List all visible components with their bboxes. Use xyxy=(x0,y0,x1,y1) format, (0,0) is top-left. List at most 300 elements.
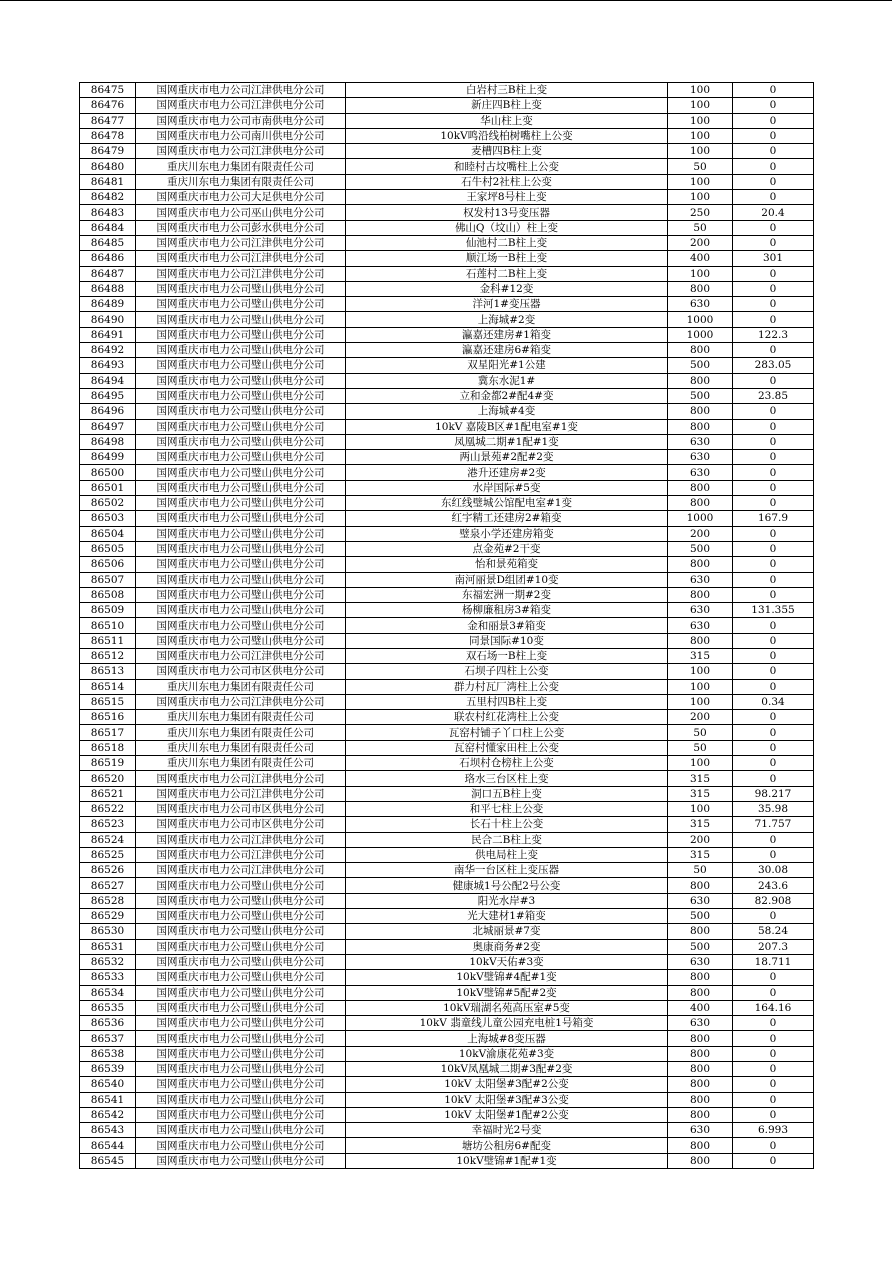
cell-transformer-name: 金科#12变 xyxy=(346,281,668,296)
cell-capacity: 800 xyxy=(668,404,733,419)
cell-load: 0 xyxy=(733,434,814,449)
cell-id: 86482 xyxy=(80,190,136,205)
cell-load: 0 xyxy=(733,343,814,358)
cell-transformer-name: 10kV鸣沿线柏树嘴柱上公变 xyxy=(346,128,668,143)
cell-capacity: 100 xyxy=(668,113,733,128)
cell-capacity: 315 xyxy=(668,786,733,801)
table-row xyxy=(80,1123,814,1138)
cell-transformer-name: 凤凰城二期#1配#1变 xyxy=(346,434,668,449)
cell-capacity: 50 xyxy=(668,863,733,878)
cell-transformer-name: 立和金都2#配4#变 xyxy=(346,388,668,403)
cell-company: 国网重庆市电力公司璧山供电分公司 xyxy=(136,419,346,434)
cell-company: 国网重庆市电力公司江津供电分公司 xyxy=(136,251,346,266)
cell-transformer-name: 10kV 太阳堡#1配#2公变 xyxy=(346,1107,668,1122)
table-row xyxy=(80,465,814,480)
cell-transformer-name: 健康城1号公配2号公变 xyxy=(346,878,668,893)
cell-capacity: 800 xyxy=(668,496,733,511)
cell-load: 0 xyxy=(733,1016,814,1031)
cell-capacity: 500 xyxy=(668,909,733,924)
cell-capacity: 800 xyxy=(668,1031,733,1046)
table-row xyxy=(80,434,814,449)
cell-transformer-name: 联农村红花湾柱上公变 xyxy=(346,710,668,725)
cell-capacity: 100 xyxy=(668,801,733,816)
cell-id: 86520 xyxy=(80,771,136,786)
cell-company: 国网重庆市电力公司璧山供电分公司 xyxy=(136,572,346,587)
cell-load: 23.85 xyxy=(733,388,814,403)
cell-company: 国网重庆市电力公司璧山供电分公司 xyxy=(136,954,346,969)
cell-id: 86536 xyxy=(80,1016,136,1031)
table-row xyxy=(80,327,814,342)
cell-company: 国网重庆市电力公司江津供电分公司 xyxy=(136,235,346,250)
cell-company: 国网重庆市电力公司璧山供电分公司 xyxy=(136,1123,346,1138)
transformer-table xyxy=(79,82,814,1169)
cell-company: 国网重庆市电力公司璧山供电分公司 xyxy=(136,541,346,556)
cell-load: 0 xyxy=(733,909,814,924)
cell-id: 86510 xyxy=(80,618,136,633)
cell-id: 86488 xyxy=(80,281,136,296)
cell-capacity: 400 xyxy=(668,1000,733,1015)
cell-transformer-name: 点金苑#2干变 xyxy=(346,541,668,556)
table-row xyxy=(80,725,814,740)
cell-transformer-name: 10kV 太阳堡#3配#2公变 xyxy=(346,1077,668,1092)
cell-load: 0 xyxy=(733,633,814,648)
table-row xyxy=(80,190,814,205)
table-row xyxy=(80,205,814,220)
cell-capacity: 50 xyxy=(668,740,733,755)
cell-capacity: 100 xyxy=(668,756,733,771)
cell-company: 国网重庆市电力公司璧山供电分公司 xyxy=(136,327,346,342)
cell-capacity: 100 xyxy=(668,679,733,694)
cell-transformer-name: 10kV 太阳堡#3配#3公变 xyxy=(346,1092,668,1107)
cell-company: 国网重庆市电力公司璧山供电分公司 xyxy=(136,343,346,358)
cell-id: 86545 xyxy=(80,1153,136,1168)
page-top-rule xyxy=(0,0,892,1)
cell-company: 国网重庆市电力公司市区供电分公司 xyxy=(136,801,346,816)
cell-company: 国网重庆市电力公司市南供电分公司 xyxy=(136,113,346,128)
table-row xyxy=(80,281,814,296)
table-row xyxy=(80,1138,814,1153)
table-row xyxy=(80,251,814,266)
cell-company: 国网重庆市电力公司江津供电分公司 xyxy=(136,266,346,281)
cell-capacity: 500 xyxy=(668,358,733,373)
cell-company: 重庆川东电力集团有限责任公司 xyxy=(136,159,346,174)
cell-capacity: 800 xyxy=(668,557,733,572)
table-row xyxy=(80,83,814,98)
cell-transformer-name: 冀东水泥1# xyxy=(346,373,668,388)
cell-id: 86540 xyxy=(80,1077,136,1092)
table-row xyxy=(80,878,814,893)
cell-transformer-name: 奥康商务#2变 xyxy=(346,939,668,954)
cell-transformer-name: 群力村瓦厂湾柱上公变 xyxy=(346,679,668,694)
cell-load: 0 xyxy=(733,587,814,602)
cell-transformer-name: 10kV璧锦#1配#1变 xyxy=(346,1153,668,1168)
cell-id: 86501 xyxy=(80,480,136,495)
cell-company: 国网重庆市电力公司江津供电分公司 xyxy=(136,863,346,878)
cell-load: 0 xyxy=(733,281,814,296)
cell-capacity: 500 xyxy=(668,388,733,403)
cell-id: 86509 xyxy=(80,603,136,618)
cell-load: 0 xyxy=(733,419,814,434)
cell-transformer-name: 长石十柱上公变 xyxy=(346,817,668,832)
cell-id: 86539 xyxy=(80,1062,136,1077)
cell-company: 重庆川东电力集团有限责任公司 xyxy=(136,710,346,725)
table-row xyxy=(80,817,814,832)
table-row xyxy=(80,312,814,327)
cell-id: 86531 xyxy=(80,939,136,954)
cell-id: 86506 xyxy=(80,557,136,572)
cell-id: 86524 xyxy=(80,832,136,847)
cell-transformer-name: 供电局柱上变 xyxy=(346,847,668,862)
cell-load: 0 xyxy=(733,756,814,771)
cell-company: 国网重庆市电力公司璧山供电分公司 xyxy=(136,465,346,480)
cell-id: 86505 xyxy=(80,541,136,556)
cell-id: 86484 xyxy=(80,220,136,235)
cell-id: 86492 xyxy=(80,343,136,358)
cell-capacity: 50 xyxy=(668,725,733,740)
table-row xyxy=(80,618,814,633)
cell-company: 国网重庆市电力公司璧山供电分公司 xyxy=(136,1046,346,1061)
table-row xyxy=(80,373,814,388)
cell-id: 86480 xyxy=(80,159,136,174)
cell-load: 0 xyxy=(733,679,814,694)
cell-capacity: 800 xyxy=(668,970,733,985)
cell-capacity: 200 xyxy=(668,710,733,725)
cell-id: 86483 xyxy=(80,205,136,220)
cell-capacity: 200 xyxy=(668,526,733,541)
cell-transformer-name: 南河丽景D组团#10变 xyxy=(346,572,668,587)
cell-transformer-name: 瀛嘉还建房6#箱变 xyxy=(346,343,668,358)
cell-id: 86519 xyxy=(80,756,136,771)
cell-load: 0 xyxy=(733,1138,814,1153)
cell-load: 0 xyxy=(733,144,814,159)
cell-capacity: 100 xyxy=(668,83,733,98)
cell-transformer-name: 10kV 翡童线儿童公园充电桩1号箱变 xyxy=(346,1016,668,1031)
cell-transformer-name: 幸福时光2号变 xyxy=(346,1123,668,1138)
cell-transformer-name: 双星阳光#1公建 xyxy=(346,358,668,373)
cell-load: 0 xyxy=(733,373,814,388)
cell-company: 国网重庆市电力公司璧山供电分公司 xyxy=(136,1077,346,1092)
cell-load: 0 xyxy=(733,740,814,755)
cell-id: 86525 xyxy=(80,847,136,862)
cell-transformer-name: 北城丽景#7变 xyxy=(346,924,668,939)
cell-capacity: 1000 xyxy=(668,511,733,526)
cell-id: 86534 xyxy=(80,985,136,1000)
cell-load: 0 xyxy=(733,832,814,847)
table-row xyxy=(80,1016,814,1031)
cell-load: 0 xyxy=(733,725,814,740)
table-row xyxy=(80,587,814,602)
cell-id: 86523 xyxy=(80,817,136,832)
cell-id: 86507 xyxy=(80,572,136,587)
cell-id: 86529 xyxy=(80,909,136,924)
cell-transformer-name: 白岩村三B柱上变 xyxy=(346,83,668,98)
cell-id: 86535 xyxy=(80,1000,136,1015)
cell-id: 86537 xyxy=(80,1031,136,1046)
cell-company: 国网重庆市电力公司璧山供电分公司 xyxy=(136,404,346,419)
cell-capacity: 800 xyxy=(668,419,733,434)
cell-id: 86485 xyxy=(80,235,136,250)
cell-load: 0 xyxy=(733,128,814,143)
cell-load: 0 xyxy=(733,1107,814,1122)
cell-id: 86495 xyxy=(80,388,136,403)
cell-company: 国网重庆市电力公司璧山供电分公司 xyxy=(136,373,346,388)
cell-id: 86517 xyxy=(80,725,136,740)
table-row xyxy=(80,710,814,725)
cell-load: 283.05 xyxy=(733,358,814,373)
cell-load: 30.08 xyxy=(733,863,814,878)
cell-company: 国网重庆市电力公司江津供电分公司 xyxy=(136,786,346,801)
cell-company: 国网重庆市电力公司璧山供电分公司 xyxy=(136,909,346,924)
table-row xyxy=(80,266,814,281)
table-row xyxy=(80,113,814,128)
cell-capacity: 50 xyxy=(668,159,733,174)
table-row xyxy=(80,511,814,526)
cell-load: 0 xyxy=(733,1031,814,1046)
cell-load: 0 xyxy=(733,1046,814,1061)
table-row xyxy=(80,863,814,878)
cell-transformer-name: 怡和景苑箱变 xyxy=(346,557,668,572)
cell-transformer-name: 10kV璧锦#4配#1变 xyxy=(346,970,668,985)
table-row xyxy=(80,1092,814,1107)
table-row xyxy=(80,480,814,495)
cell-capacity: 100 xyxy=(668,128,733,143)
cell-transformer-name: 两山景苑#2配#2变 xyxy=(346,450,668,465)
table-row xyxy=(80,235,814,250)
cell-load: 0 xyxy=(733,159,814,174)
cell-id: 86543 xyxy=(80,1123,136,1138)
cell-transformer-name: 光大建材1#箱变 xyxy=(346,909,668,924)
cell-capacity: 630 xyxy=(668,297,733,312)
cell-id: 86500 xyxy=(80,465,136,480)
cell-capacity: 315 xyxy=(668,648,733,663)
cell-transformer-name: 水岸国际#5变 xyxy=(346,480,668,495)
cell-id: 86542 xyxy=(80,1107,136,1122)
cell-capacity: 800 xyxy=(668,1092,733,1107)
cell-transformer-name: 瀛嘉还建房#1箱变 xyxy=(346,327,668,342)
cell-load: 167.9 xyxy=(733,511,814,526)
cell-id: 86486 xyxy=(80,251,136,266)
cell-capacity: 800 xyxy=(668,1077,733,1092)
cell-company: 国网重庆市电力公司江津供电分公司 xyxy=(136,771,346,786)
table-row xyxy=(80,159,814,174)
table-row xyxy=(80,909,814,924)
cell-load: 0 xyxy=(733,710,814,725)
table-row xyxy=(80,419,814,434)
table-row xyxy=(80,541,814,556)
cell-company: 国网重庆市电力公司璧山供电分公司 xyxy=(136,1107,346,1122)
table-row xyxy=(80,1077,814,1092)
cell-capacity: 800 xyxy=(668,343,733,358)
table-row xyxy=(80,496,814,511)
cell-transformer-name: 王家坪8号柱上变 xyxy=(346,190,668,205)
cell-capacity: 630 xyxy=(668,1123,733,1138)
table-row xyxy=(80,679,814,694)
cell-load: 0 xyxy=(733,174,814,189)
cell-id: 86512 xyxy=(80,648,136,663)
table-row xyxy=(80,771,814,786)
cell-capacity: 630 xyxy=(668,603,733,618)
cell-company: 国网重庆市电力公司江津供电分公司 xyxy=(136,847,346,862)
cell-load: 0 xyxy=(733,496,814,511)
cell-company: 国网重庆市电力公司璧山供电分公司 xyxy=(136,924,346,939)
cell-transformer-name: 南华一台区柱上变压器 xyxy=(346,863,668,878)
cell-transformer-name: 珞水三台区柱上变 xyxy=(346,771,668,786)
cell-load: 301 xyxy=(733,251,814,266)
cell-load: 0 xyxy=(733,1153,814,1168)
cell-transformer-name: 杨柳廉租房3#箱变 xyxy=(346,603,668,618)
cell-load: 0.34 xyxy=(733,694,814,709)
cell-transformer-name: 双石场一B柱上变 xyxy=(346,648,668,663)
cell-capacity: 800 xyxy=(668,1107,733,1122)
cell-load: 0 xyxy=(733,572,814,587)
table-row xyxy=(80,633,814,648)
table-row xyxy=(80,939,814,954)
cell-load: 0 xyxy=(733,83,814,98)
cell-company: 国网重庆市电力公司璧山供电分公司 xyxy=(136,1153,346,1168)
table-row xyxy=(80,664,814,679)
cell-transformer-name: 仙池村二B柱上变 xyxy=(346,235,668,250)
cell-company: 国网重庆市电力公司江津供电分公司 xyxy=(136,144,346,159)
cell-load: 82.908 xyxy=(733,893,814,908)
cell-load: 0 xyxy=(733,1077,814,1092)
cell-load: 0 xyxy=(733,266,814,281)
cell-capacity: 800 xyxy=(668,633,733,648)
cell-id: 86478 xyxy=(80,128,136,143)
cell-load: 98.217 xyxy=(733,786,814,801)
cell-id: 86530 xyxy=(80,924,136,939)
cell-company: 国网重庆市电力公司璧山供电分公司 xyxy=(136,985,346,1000)
cell-capacity: 1000 xyxy=(668,312,733,327)
cell-transformer-name: 阳光水岸#3 xyxy=(346,893,668,908)
table-row xyxy=(80,98,814,113)
cell-company: 国网重庆市电力公司江津供电分公司 xyxy=(136,832,346,847)
table-body xyxy=(80,83,814,1169)
cell-company: 国网重庆市电力公司璧山供电分公司 xyxy=(136,526,346,541)
cell-transformer-name: 上海城#2变 xyxy=(346,312,668,327)
table-row xyxy=(80,220,814,235)
cell-id: 86514 xyxy=(80,679,136,694)
cell-capacity: 630 xyxy=(668,893,733,908)
cell-company: 重庆川东电力集团有限责任公司 xyxy=(136,756,346,771)
cell-company: 国网重庆市电力公司大足供电分公司 xyxy=(136,190,346,205)
cell-capacity: 315 xyxy=(668,817,733,832)
cell-transformer-name: 洞口五B柱上变 xyxy=(346,786,668,801)
cell-capacity: 800 xyxy=(668,373,733,388)
cell-capacity: 630 xyxy=(668,572,733,587)
cell-id: 86521 xyxy=(80,786,136,801)
cell-load: 58.24 xyxy=(733,924,814,939)
table-row xyxy=(80,1000,814,1015)
cell-load: 0 xyxy=(733,235,814,250)
cell-capacity: 630 xyxy=(668,1016,733,1031)
cell-load: 207.3 xyxy=(733,939,814,954)
cell-transformer-name: 新庄四B柱上变 xyxy=(346,98,668,113)
cell-company: 重庆川东电力集团有限责任公司 xyxy=(136,679,346,694)
cell-id: 86477 xyxy=(80,113,136,128)
cell-id: 86518 xyxy=(80,740,136,755)
cell-transformer-name: 上海城#4变 xyxy=(346,404,668,419)
cell-id: 86504 xyxy=(80,526,136,541)
cell-capacity: 100 xyxy=(668,664,733,679)
table-row xyxy=(80,756,814,771)
cell-id: 86493 xyxy=(80,358,136,373)
cell-capacity: 800 xyxy=(668,924,733,939)
cell-id: 86522 xyxy=(80,801,136,816)
cell-transformer-name: 顺江场一B柱上变 xyxy=(346,251,668,266)
cell-company: 国网重庆市电力公司璧山供电分公司 xyxy=(136,388,346,403)
cell-load: 0 xyxy=(733,190,814,205)
cell-capacity: 800 xyxy=(668,1062,733,1077)
cell-company: 国网重庆市电力公司璧山供电分公司 xyxy=(136,970,346,985)
cell-load: 0 xyxy=(733,970,814,985)
cell-transformer-name: 华山柱上变 xyxy=(346,113,668,128)
cell-capacity: 100 xyxy=(668,98,733,113)
cell-capacity: 800 xyxy=(668,1138,733,1153)
cell-id: 86502 xyxy=(80,496,136,511)
cell-load: 0 xyxy=(733,297,814,312)
table-row xyxy=(80,970,814,985)
table-row xyxy=(80,985,814,1000)
cell-load: 0 xyxy=(733,113,814,128)
cell-company: 国网重庆市电力公司南川供电分公司 xyxy=(136,128,346,143)
cell-id: 86515 xyxy=(80,694,136,709)
cell-load: 0 xyxy=(733,541,814,556)
cell-id: 86481 xyxy=(80,174,136,189)
cell-capacity: 200 xyxy=(668,832,733,847)
cell-id: 86497 xyxy=(80,419,136,434)
cell-load: 0 xyxy=(733,557,814,572)
cell-capacity: 315 xyxy=(668,847,733,862)
cell-id: 86532 xyxy=(80,954,136,969)
cell-load: 0 xyxy=(733,465,814,480)
cell-transformer-name: 上海城#8变压器 xyxy=(346,1031,668,1046)
cell-company: 国网重庆市电力公司璧山供电分公司 xyxy=(136,511,346,526)
cell-load: 0 xyxy=(733,648,814,663)
cell-id: 86538 xyxy=(80,1046,136,1061)
cell-id: 86496 xyxy=(80,404,136,419)
cell-transformer-name: 10kV璧锦#5配#2变 xyxy=(346,985,668,1000)
table-row xyxy=(80,1062,814,1077)
cell-load: 18.711 xyxy=(733,954,814,969)
cell-company: 国网重庆市电力公司璧山供电分公司 xyxy=(136,281,346,296)
cell-capacity: 100 xyxy=(668,144,733,159)
cell-transformer-name: 石莲村二B柱上变 xyxy=(346,266,668,281)
table-row xyxy=(80,740,814,755)
cell-company: 国网重庆市电力公司璧山供电分公司 xyxy=(136,633,346,648)
cell-transformer-name: 10kV 嘉陵B区#1配电室#1变 xyxy=(346,419,668,434)
cell-company: 国网重庆市电力公司璧山供电分公司 xyxy=(136,618,346,633)
cell-id: 86516 xyxy=(80,710,136,725)
table-row xyxy=(80,572,814,587)
cell-transformer-name: 东福宏洲一期#2变 xyxy=(346,587,668,602)
cell-capacity: 630 xyxy=(668,465,733,480)
cell-transformer-name: 和睦村古坟嘴柱上公变 xyxy=(346,159,668,174)
cell-transformer-name: 权发村13号变压器 xyxy=(346,205,668,220)
cell-load: 0 xyxy=(733,220,814,235)
cell-id: 86487 xyxy=(80,266,136,281)
cell-capacity: 630 xyxy=(668,434,733,449)
cell-id: 86544 xyxy=(80,1138,136,1153)
cell-load: 0 xyxy=(733,771,814,786)
cell-load: 243.6 xyxy=(733,878,814,893)
table-row xyxy=(80,128,814,143)
cell-capacity: 500 xyxy=(668,541,733,556)
cell-capacity: 1000 xyxy=(668,327,733,342)
cell-id: 86503 xyxy=(80,511,136,526)
table-row xyxy=(80,358,814,373)
table-row xyxy=(80,694,814,709)
cell-capacity: 630 xyxy=(668,618,733,633)
